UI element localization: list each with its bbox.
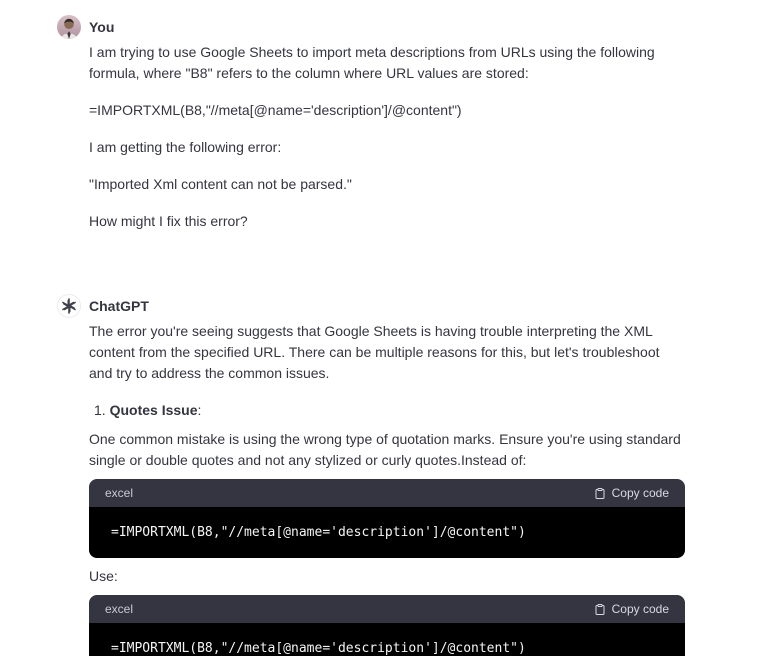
code-block-header bbox=[89, 479, 685, 507]
code-block bbox=[89, 595, 685, 656]
list-item-number: 1. bbox=[94, 402, 106, 418]
use-label: Use: bbox=[89, 568, 118, 584]
chatgpt-avatar bbox=[57, 294, 81, 318]
quotes-explanation-paragraph: One common mistake is using the wrong type of quotation marks. Ensure you're using standard single or double quotes and not any stylized or curly quotes.Instead of: bbox=[89, 431, 681, 468]
clipboard-icon bbox=[594, 487, 606, 500]
list-item-title: Quotes Issue bbox=[109, 402, 198, 418]
user-message bbox=[57, 15, 768, 248]
user-paragraph: I am getting the following error: bbox=[89, 139, 282, 155]
user-paragraph: How might I fix this error? bbox=[89, 213, 248, 229]
code-text: =IMPORTXML(B8,"//meta[@name='description']/@content") bbox=[111, 641, 526, 656]
code-block-header bbox=[89, 595, 685, 623]
code-text: =IMPORTXML(B8,"//meta[@name='description']/@content") bbox=[111, 525, 526, 540]
chatgpt-logo-icon bbox=[59, 296, 79, 316]
user-error-quote: "Imported Xml content can not be parsed." bbox=[89, 176, 352, 192]
code-block-body bbox=[89, 623, 685, 656]
copy-code-label: Copy code bbox=[611, 486, 669, 500]
copy-code-button[interactable] bbox=[594, 602, 669, 616]
assistant-intro-paragraph: The error you're seeing suggests that Google Sheets is having trouble interpreting the XML content from the specified URL. There can be multiple reasons for this, but let's troubleshoot and try to address the common issues. bbox=[89, 323, 660, 381]
numbered-list-item bbox=[89, 400, 685, 421]
copy-code-label: Copy code bbox=[611, 602, 669, 616]
code-language-label: excel bbox=[105, 486, 134, 500]
clipboard-icon bbox=[594, 603, 606, 616]
code-block-body bbox=[89, 507, 685, 558]
copy-code-button[interactable] bbox=[594, 486, 669, 500]
user-paragraph: I am trying to use Google Sheets to import meta descriptions from URLs using the following formula, where "B8" refers to the column where URL values are stored: bbox=[89, 44, 655, 81]
user-avatar bbox=[57, 15, 81, 39]
user-author-label: You bbox=[89, 19, 115, 35]
code-block bbox=[89, 479, 685, 558]
user-message-body bbox=[89, 15, 685, 248]
code-language-label: excel bbox=[105, 602, 134, 616]
user-formula-text: =IMPORTXML(B8,"//meta[@name='description']/@content") bbox=[89, 102, 462, 118]
assistant-message-body bbox=[89, 294, 685, 656]
list-item-colon: : bbox=[197, 402, 202, 418]
assistant-author-label: ChatGPT bbox=[89, 298, 149, 314]
user-avatar-image bbox=[57, 15, 81, 39]
assistant-message bbox=[57, 294, 768, 656]
